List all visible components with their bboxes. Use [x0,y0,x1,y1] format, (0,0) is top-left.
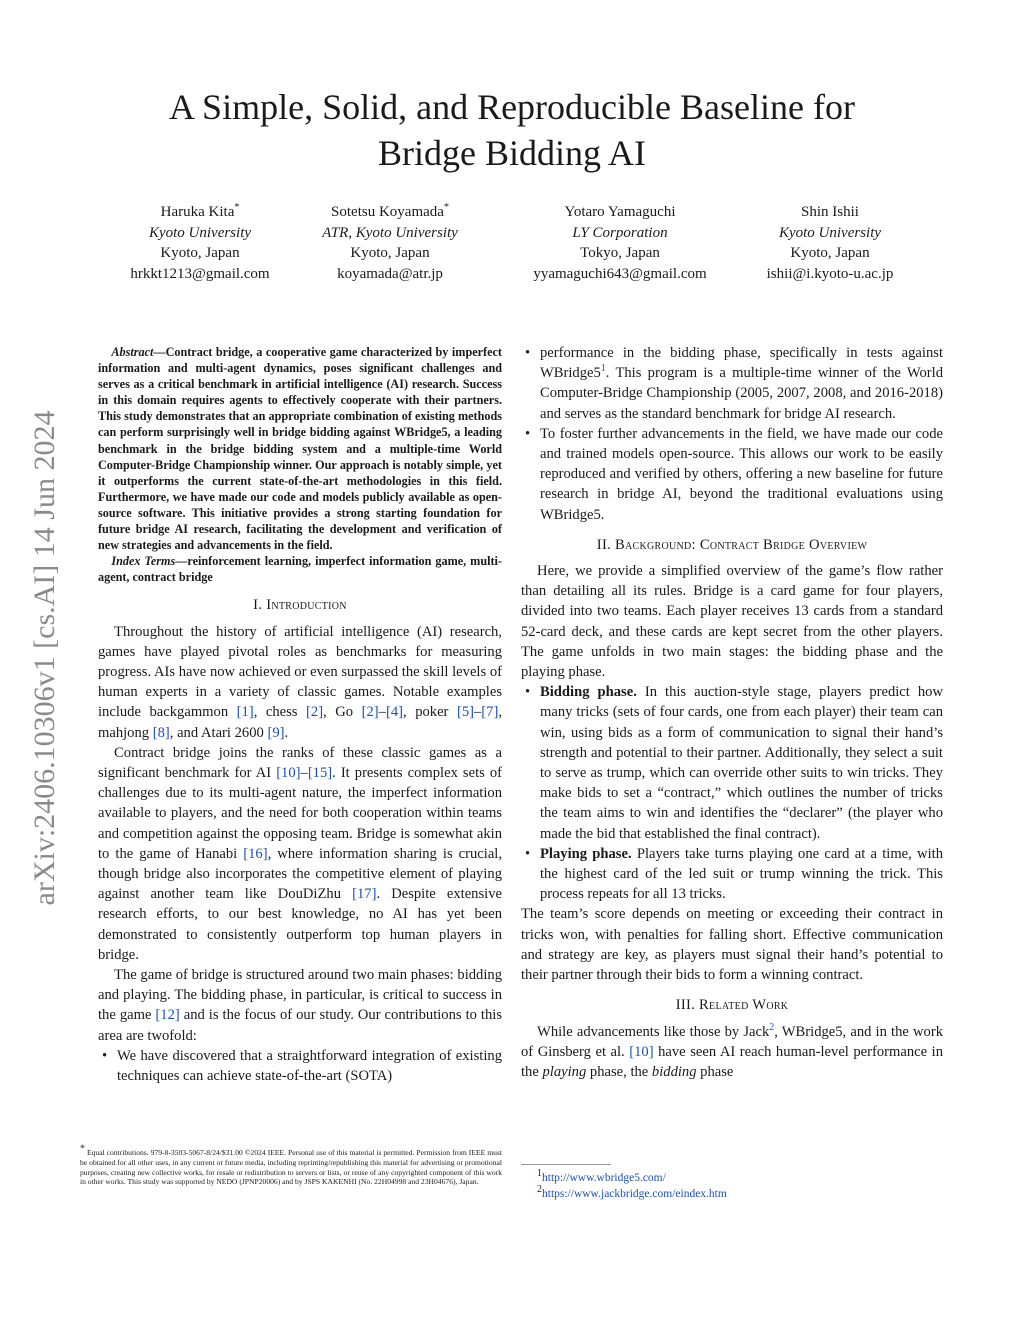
paragraph: The game of bridge is structured around two main phases: bidding and playing. The bidding phase, in particular, is critical to success in the game [12] and is the focus of our study. Our contributions to this area are twofold: [98,967,502,1044]
index-terms-label: Index Terms [111,554,176,569]
citation-link[interactable]: [5] [456,704,474,721]
list-item-bidding-phase [540,682,943,844]
author-email: koyamada@atr.jp [337,265,443,282]
phase-list [521,682,943,904]
right-column [521,343,943,1082]
author-affiliation: Kyoto University [778,224,882,241]
footnote-marker[interactable]: 2 [769,1021,775,1033]
citation-link[interactable]: [7] [481,704,499,721]
author-card [295,202,485,284]
index-terms-text: —reinforcement learning, imperfect information game, multi-agent, contract bridge [98,554,502,585]
footnote-number: 1 [537,1168,542,1180]
citation-link[interactable]: [2] [306,704,324,721]
abstract-text: —Contract bridge, a cooperative game characterized by imperfect information and multi-agent dynamics, poses significant challenges and serves as a critical benchmark in artificial intelligence (AI) research. Success in this domain requires agents to effectively cooperate with their partners. This study demonstrates that an appropriate combination of existing methods can perform surprisingly well in bridge bidding against WBridge5, a leading benchmark in the bridge bidding system and a multiple-time World Computer-Bridge Championship winner. Our approach is notably simple, yet it outperforms the current state-of-the-art methodologies in this field. Furthermore, we have made our code and models publicly available as open-source software. This initiative provides a strong starting foundation for future bridge AI research, facilitating the development and verification of new strategies and advancements in the field. [98,345,502,553]
citation-link[interactable]: [16] [243,845,268,862]
left-column [98,344,502,1086]
author-affiliation: ATR, Kyoto University [322,224,458,241]
citation-link[interactable]: [2] [361,704,379,721]
title-line-2: Bridge Bidding AI [378,133,646,173]
contribution-list [521,424,943,525]
author-location: Kyoto, Japan [350,245,430,261]
author-location: Kyoto, Japan [790,245,870,261]
list-item-playing-phase [540,844,943,905]
index-terms [98,553,502,585]
list-item-continued: • performance in the bidding phase, specifically in tests against WBridge5$^1$. This program is a multiple-time winner of the World Computer-Bridge Championship (2005, 2007, 2008, and 2016-2018) and serves as the standard benchmark for bridge AI research. [540,343,943,424]
author-email: yyamaguchi643@gmail.com [533,265,707,282]
contribution-list-continued [521,343,943,424]
footnote-text: Equal contributions. 979-8-3503-5067-8/24/$31.00 ©2024 IEEE. Personal use of this material is permitted. Permission from IEEE must be obtained for all other uses, in any current or future media, including reprinting/republishing this material for advertising or promotional purposes, creating new collective works, for resale or redistribution to servers or lists, or reuse of any copyrighted component of this work in other works. This study was supported by NEDO (JPNP20006) and by JSPS KAKENHI (No. 22H04998 and 23H04676), Japan. [80,1148,502,1187]
paragraph: The team’s score depends on meeting or exceeding their contract in tricks won, with penalties for falling short. Effective communication and strategy are key, as players must signal their hand’s potential to their partner through their bids to form a winning contract. [521,906,943,984]
bidding-phase-text: In this auction-style stage, players predict how many tricks (sets of four cards, one from each player) their team can win, using bids as a form of communication to signal their hand’s strength and potential to their partner. Additionally, they select a suit to serve as trump, which can override other suits to win tricks. They make bids to set a “contract,” which outlines the number of tricks the team aims to win and identifies the “declarer” (the player who made the bid that established the final contract). [540,684,943,842]
paper-title [90,84,934,176]
list-item: • We have discovered that a straightforward integration of existing techniques can achieve state-of-the-art (SOTA) [117,1046,502,1086]
list-item: • To foster further advancements in the field, we have made our code and trained models open-source. This allows our work to be easily reproduced and verified by others, offering a new baseline for future research in bridge AI, beyond the traditional evaluations using WBridge5. [540,424,943,525]
author-location: Tokyo, Japan [580,245,660,261]
paragraph: Here, we provide a simplified overview of the game’s flow rather than detailing all its rules. Bridge is a card game for four players, divided into two teams. Each player receives 13 cards from a standard 52-card deck, and these cards are kept secret from the other players. The game unfolds in two main stages: the bidding phase and the playing phase. [521,563,943,681]
footnote-mark: * [80,1143,85,1155]
arxiv-sidebar-stamp [30,368,60,948]
section-title: Introduction [266,597,347,614]
section-number: III. [675,997,700,1014]
paragraph: While advancements like those by Jack$^2$, WBridge5, and in the work of Ginsberg et al. [10] have seen AI reach human-level performance in the playing phase, the bidding phase [521,1021,943,1080]
citation-link[interactable]: [10] [629,1043,654,1060]
equal-contribution-mark: * [443,202,449,213]
author-name: Yotaro Yamaguchi [564,204,676,220]
section-heading-related-work [521,995,943,1015]
paragraph: Throughout the history of artificial intelligence (AI) research, games have played pivotal roles as benchmarks for measuring progress. AIs have now achieved or even surpassed the skill levels of human experts in a variety of classic games. Notable examples include backgammon [1], chess [2], Go [2]–[4], poker [5]–[7], mahjong [8], and Atari 2600 [9]. [98,623,502,741]
paragraph: Contract bridge joins the ranks of these classic games as a significant benchmark for AI [10]–[15]. It presents complex sets of challenges due to its multi-agent nature, the imperfect information available to players, and the need for both cooperation within teams and competition against the opposing team. Bridge is somewhat akin to the game of Hanabi [16], where information sharing is crucial, though bridge also incorporates the competitive element of playing against another team like DouDiZhu [17]. Despite extensive research efforts, to our best knowledge, no AI has yet been demonstrated to consistently outperform top human players in bridge. [98,744,503,963]
citation-link[interactable]: [9] [267,724,285,741]
citation-link[interactable]: [15] [307,765,333,782]
footnote-number: 2 [537,1184,542,1196]
author-block [100,202,960,292]
author-name: Shin Ishii [801,204,859,220]
author-name: Sotetsu Koyamada [331,204,444,220]
author-email: hrkkt1213@gmail.com [130,265,270,282]
url-footnotes [537,1170,727,1202]
citation-link[interactable]: [8] [152,724,170,741]
author-email: ishii@i.kyoto-u.ac.jp [766,265,894,282]
author-affiliation: LY Corporation [572,224,668,241]
wbridge5-link[interactable]: http://www.wbridge5.com/ [542,1172,666,1184]
citation-link[interactable]: [12] [155,1007,180,1024]
author-card [750,202,910,284]
title-line-1: A Simple, Solid, and Reproducible Baseline for [169,87,855,127]
author-name: Haruka Kita [160,204,235,220]
arxiv-identifier: arXiv:2406.10306v1 [cs.AI] 14 Jun 2024 [28,410,61,906]
citation-link[interactable]: [17] [352,886,377,903]
section-heading-background [521,535,943,555]
author-location: Kyoto, Japan [160,245,240,261]
playing-phase-text: Players take turns playing one card at a time, with the highest card of the led suit or trump winning the trick. This process repeats for all 13 tricks. [540,845,943,903]
footnote-rule [521,1164,611,1165]
equal-contribution-mark: * [234,202,240,213]
abstract [98,344,502,553]
contribution-list [98,1046,502,1086]
section-title: Background: Contract Bridge Overview [614,536,868,553]
jackbridge-link[interactable]: https://www.jackbridge.com/eindex.htm [542,1188,727,1200]
author-card [100,202,300,284]
section-title: Related Work [699,997,789,1014]
author-affiliation: Kyoto University [148,224,252,241]
section-number: II. [596,536,615,553]
abstract-label: Abstract [111,345,154,359]
citation-link[interactable]: [10] [276,765,301,782]
section-number: I. [253,597,267,614]
section-heading-introduction [98,595,502,615]
footnote-marker[interactable]: 1 [600,363,606,375]
author-card [518,202,722,284]
playing-phase-label: Playing phase. [540,845,632,862]
citation-link[interactable]: [4] [385,704,403,721]
citation-link[interactable]: [1] [236,704,254,721]
footnote [80,1143,502,1187]
bidding-phase-label: Bidding phase. [540,684,637,701]
